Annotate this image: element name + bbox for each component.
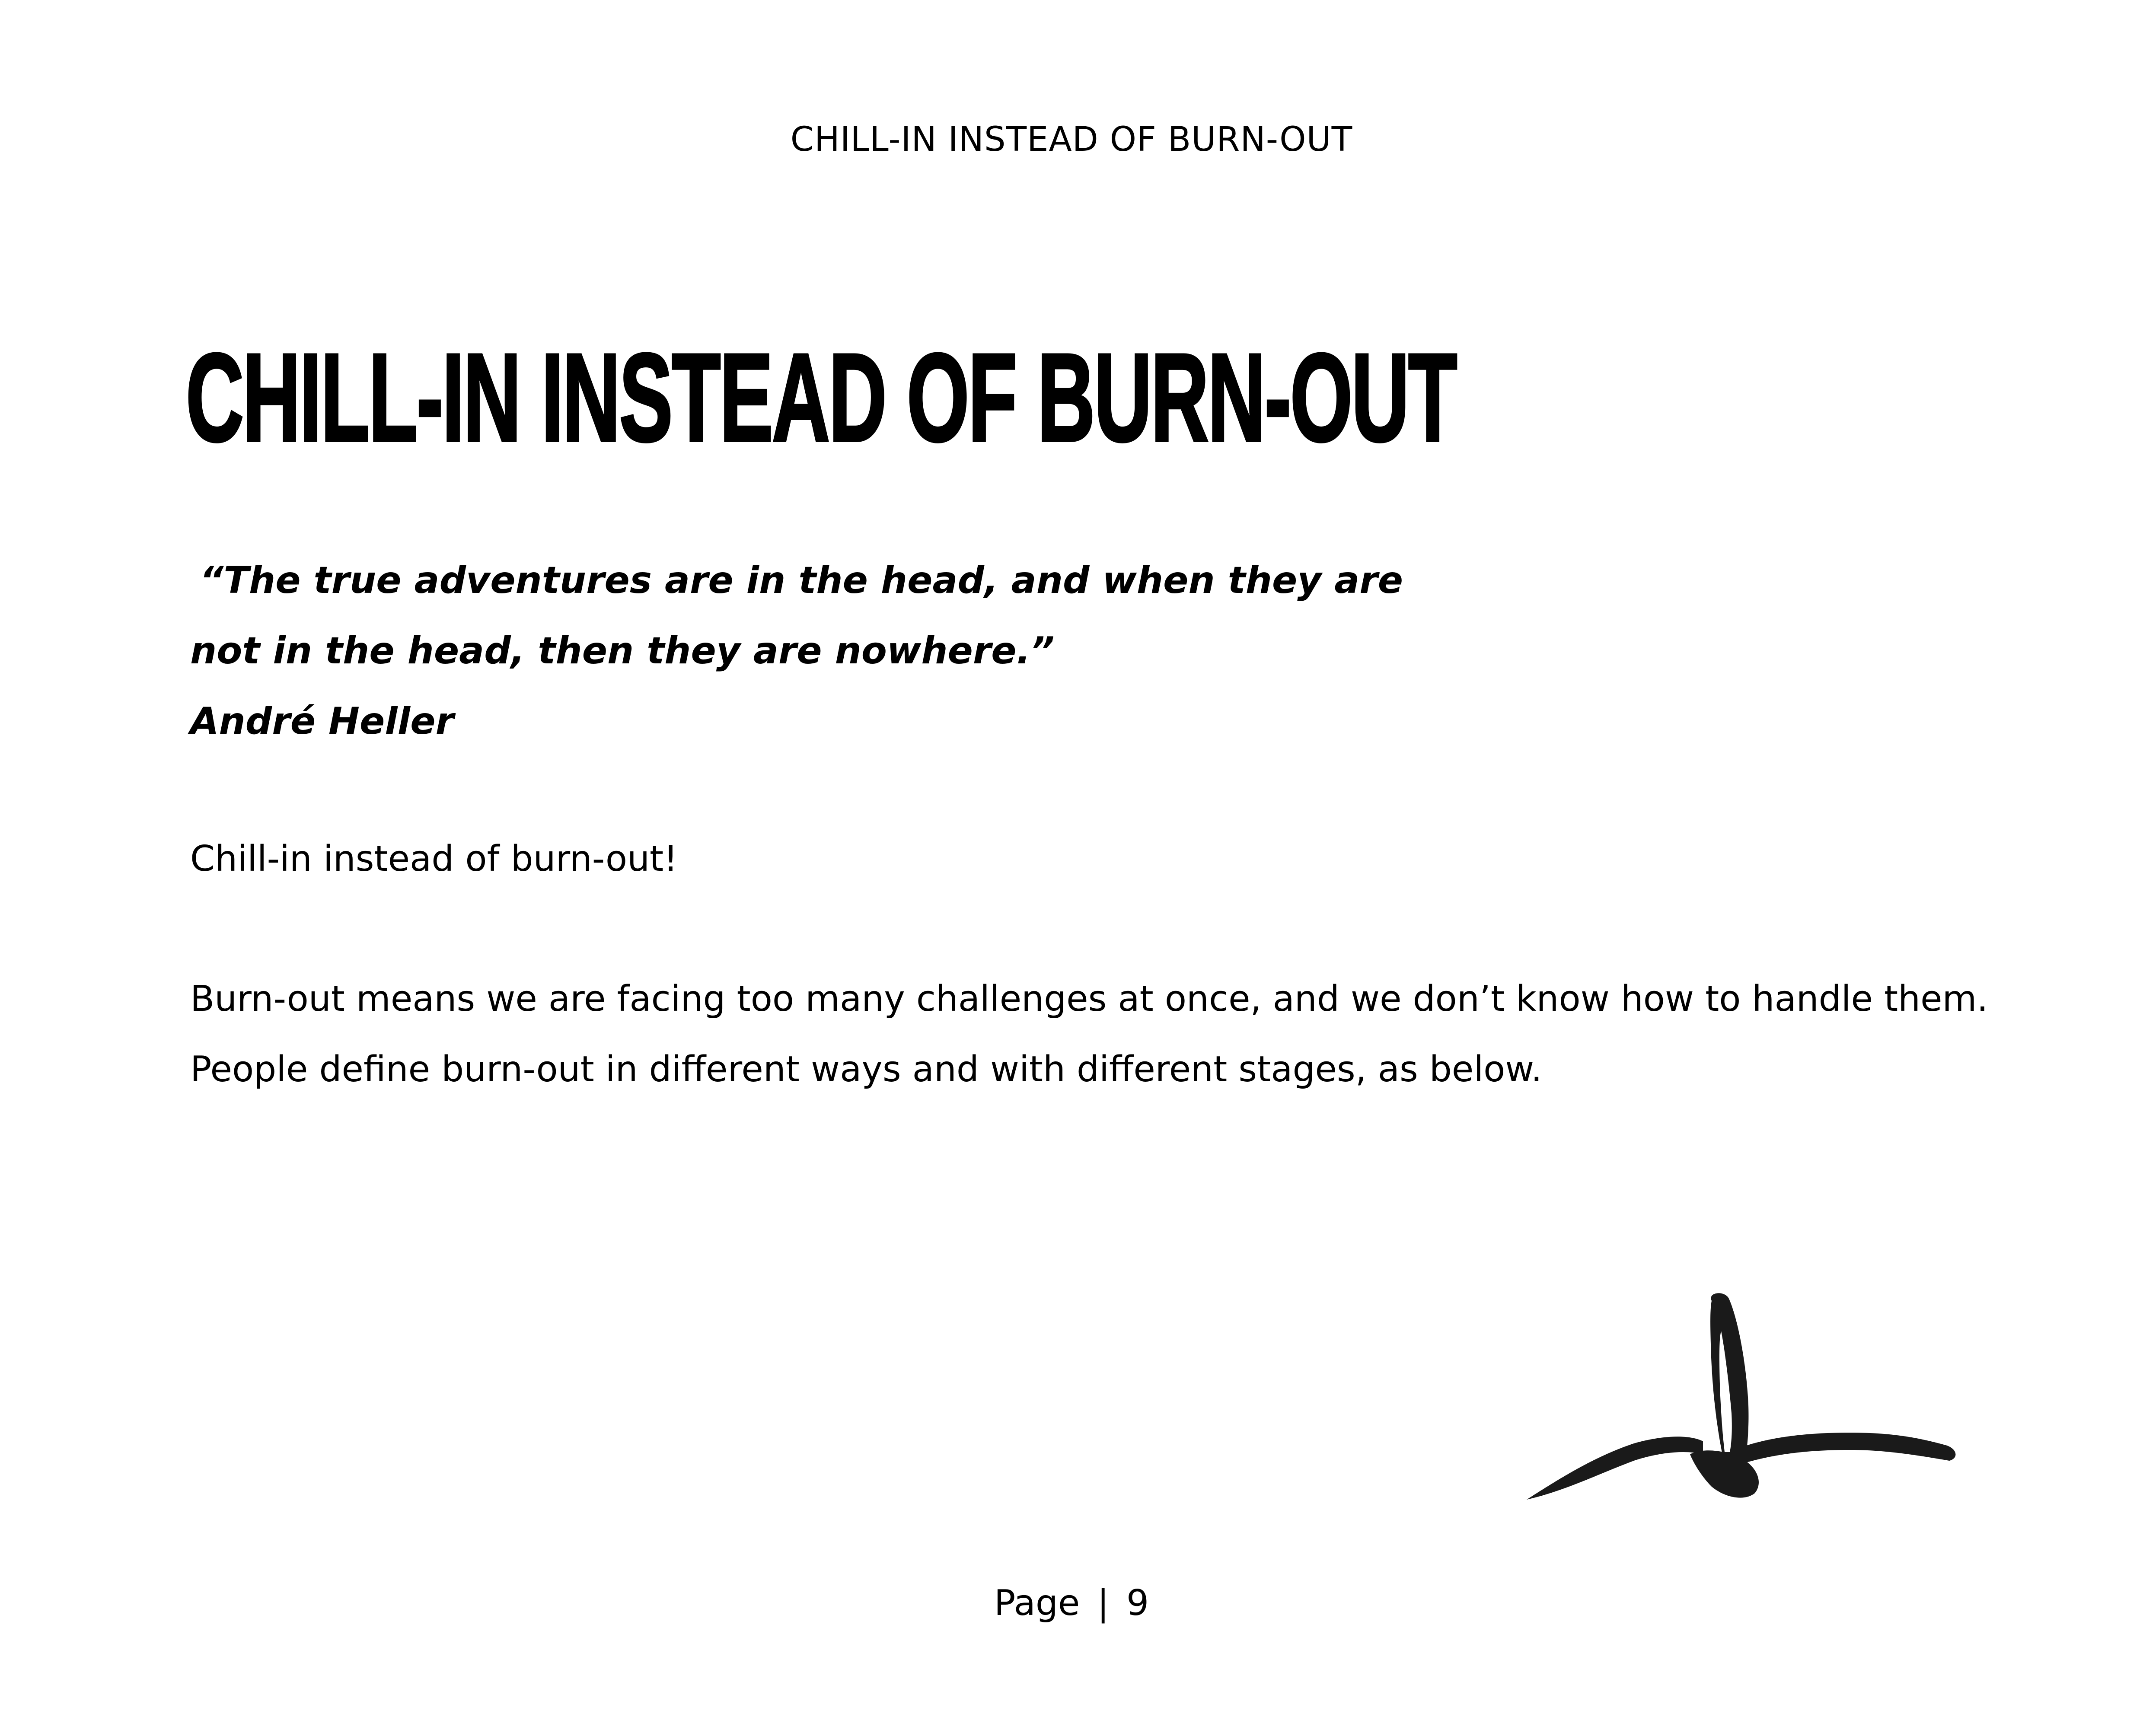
quote-line-1: “The true adventures are in the head, and when they are xyxy=(200,559,1403,602)
epigraph-quote xyxy=(190,545,1403,757)
page-separator: | xyxy=(1097,1583,1109,1624)
paragraph-1-text: Chill-in instead of burn-out! xyxy=(190,838,678,879)
page-number: 9 xyxy=(1126,1583,1149,1624)
seagull-brush-logo-icon xyxy=(1521,1284,1962,1508)
chapter-title: CHILL-IN INSTEAD OF BURN-OUT xyxy=(186,328,1456,468)
body-paragraph-1 xyxy=(190,824,678,894)
quote-line-2: not in the head, then they are nowhere.” xyxy=(190,629,1055,672)
paragraph-2-line-2: People define burn-out in different ways and with different stages, as below. xyxy=(190,1049,1542,1090)
page-footer xyxy=(0,1580,2143,1627)
logo-right-wing xyxy=(1729,1433,1955,1465)
running-header: CHILL-IN INSTEAD OF BURN-OUT xyxy=(790,120,1353,159)
body-paragraph-2 xyxy=(190,964,1988,1105)
quote-author: André Heller xyxy=(190,700,454,743)
page-label: Page xyxy=(994,1583,1080,1624)
paragraph-2-line-1: Burn-out means we are facing too many challenges at once, and we don’t know how to handle them. xyxy=(190,978,1988,1019)
logo-left-wing xyxy=(1527,1437,1703,1500)
